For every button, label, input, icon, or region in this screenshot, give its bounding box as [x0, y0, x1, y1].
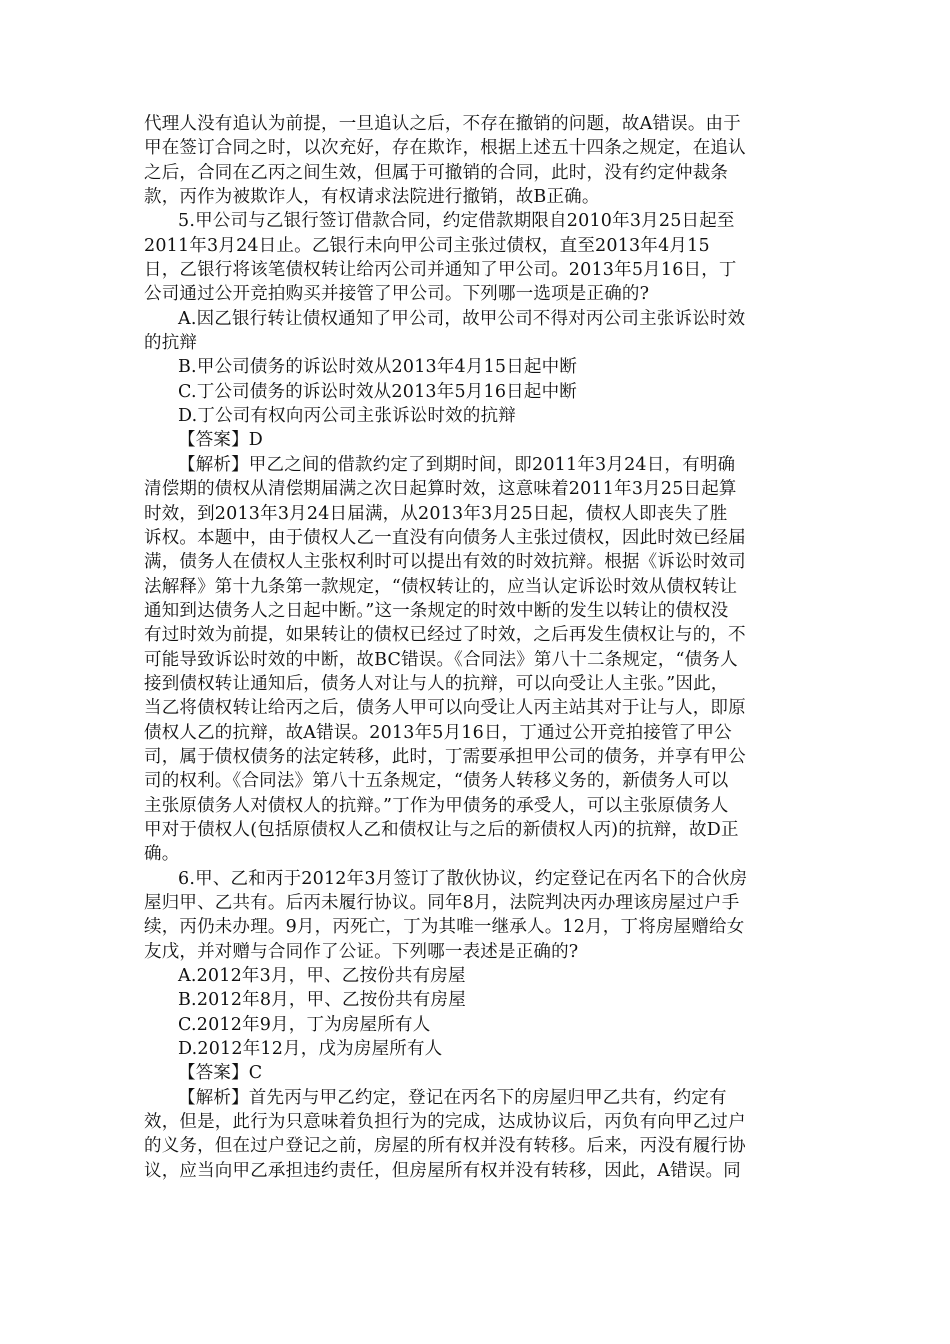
text-line: 【解析】首先丙与甲乙约定，登记在丙名下的房屋归甲乙共有，约定有 — [178, 1087, 727, 1108]
text-line: 【答案】C — [178, 1063, 263, 1084]
text-line: B.甲公司债务的诉讼时效从2013年4月15日起中断 — [178, 357, 578, 378]
text-line: D.丁公司有权向丙公司主张诉讼时效的抗辩 — [178, 406, 516, 427]
text-line: 当乙将债权转让给丙之后，债务人甲可以向受让人丙主站其对于让与人，即原 — [144, 698, 746, 719]
text-line: C.2012年9月，丁为房屋所有人 — [178, 1014, 431, 1035]
document-page — [144, 112, 808, 1183]
text-line: 司的权利。《合同法》第八十五条规定，“债务人转移义务的，新债务人可以 — [144, 771, 729, 792]
text-line: 的抗辩 — [144, 333, 198, 354]
text-line: 满，债务人在债权人主张权利时可以提出有效的时效抗辩。根据《诉讼时效司 — [144, 552, 746, 573]
text-line: 有过时效为前提，如果转让的债权已经过了时效，之后再发生债权让与的，不 — [144, 625, 746, 646]
text-line: D.2012年12月，戊为房屋所有人 — [178, 1039, 443, 1060]
text-line: 议，应当向甲乙承担违约责任，但房屋所有权并没有转移，因此，A错误。同 — [144, 1160, 741, 1181]
text-line: 债权人乙的抗辩，故A错误。2013年5月16日，丁通过公开竞拍接管了甲公 — [144, 722, 732, 743]
text-line: 屋归甲、乙共有。后丙未履行协议。同年8月，法院判决丙办理该房屋过户手 — [144, 893, 740, 913]
text-line: 5.甲公司与乙银行签订借款合同，约定借款期限自2010年3月25日起至 — [178, 211, 735, 232]
text-line: 代理人没有追认为前提，一旦追认之后，不存在撤销的问题，故A错误。由于 — [144, 114, 741, 134]
text-line: 清偿期的债权从清偿期届满之次日起算时效，这意味着2011年3月25日起算 — [144, 479, 737, 500]
text-line: 接到债权转让通知后，债务人对让与人的抗辩，可以向受让人主张。”因此， — [144, 673, 729, 694]
text-line: 友戊，并对赠与合同作了公证。下列哪一表述是正确的? — [144, 941, 579, 962]
text-line: 可能导致诉讼时效的中断，故BC错误。《合同法》第八十二条规定，“债务人 — [144, 649, 738, 670]
text-line: 6.甲、乙和丙于2012年3月签订了散伙协议，约定登记在丙名下的合伙房 — [178, 868, 748, 889]
text-line: 确。 — [144, 844, 180, 865]
text-line: 款，丙作为被欺诈人，有权请求法院进行撤销，故B正确。 — [144, 187, 600, 208]
text-line: 诉权。本题中，由于债权人乙一直没有向债务人主张过债权，因此时效已经届 — [144, 527, 746, 548]
text-line: 主张原债务人对债权人的抗辩。”丁作为甲债务的承受人，可以主张原债务人 — [144, 795, 729, 816]
text-line: 【答案】D — [178, 430, 264, 451]
text-line: 甲对于债权人(包括原债权人乙和债权让与之后的新债权人丙)的抗辩，故D正 — [144, 819, 739, 840]
text-line: 续，丙仍未办理。9月，丙死亡，丁为其唯一继承人。12月，丁将房屋赠给女 — [144, 917, 745, 938]
text-line: 司，属于债权债务的法定转移，此时，丁需要承担甲公司的债务，并享有甲公 — [144, 746, 746, 767]
text-line: 时效，到2013年3月24日届满，从2013年3月25日起，债权人即丧失了胜 — [144, 503, 728, 524]
text-line: B.2012年8月，甲、乙按份共有房屋 — [178, 990, 466, 1011]
text-line: A.因乙银行转让债权通知了甲公司，故甲公司不得对丙公司主张诉讼时效 — [178, 308, 746, 329]
text-line: 的义务，但在过户登记之前，房屋的所有权并没有转移。后来，丙没有履行协 — [144, 1136, 746, 1157]
text-line: 甲在签订合同之时，以次充好，存在欺诈，根据上述五十四条之规定，在追认 — [144, 138, 746, 159]
text-line: 之后，合同在乙丙之间生效，但属于可撤销的合同，此时，没有约定仲裁条 — [144, 162, 729, 183]
text-line: 法解释》第十九条第一款规定，“债权转让的，应当认定诉讼时效从债权转让 — [144, 576, 738, 597]
text-line: 效，但是，此行为只意味着负担行为的完成，达成协议后，丙负有向甲乙过户 — [144, 1112, 746, 1133]
text-line: 通知到达债务人之日起中断。”这一条规定的时效中断的发生以转让的债权没 — [144, 600, 729, 621]
text-line: 【解析】甲乙之间的借款约定了到期时间，即2011年3月24日，有明确 — [178, 454, 736, 475]
text-line: 公司通过公开竞拍购买并接管了甲公司。下列哪一选项是正确的? — [144, 284, 650, 305]
text-line: 2011年3月24日止。乙银行未向甲公司主张过债权，直至2013年4月15 — [144, 235, 710, 256]
text-line: 日，乙银行将该笔债权转让给丙公司并通知了甲公司。2013年5月16日，丁 — [144, 260, 737, 281]
text-line: A.2012年3月，甲、乙按份共有房屋 — [178, 966, 466, 987]
text-line: C.丁公司债务的诉讼时效从2013年5月16日起中断 — [178, 381, 577, 402]
